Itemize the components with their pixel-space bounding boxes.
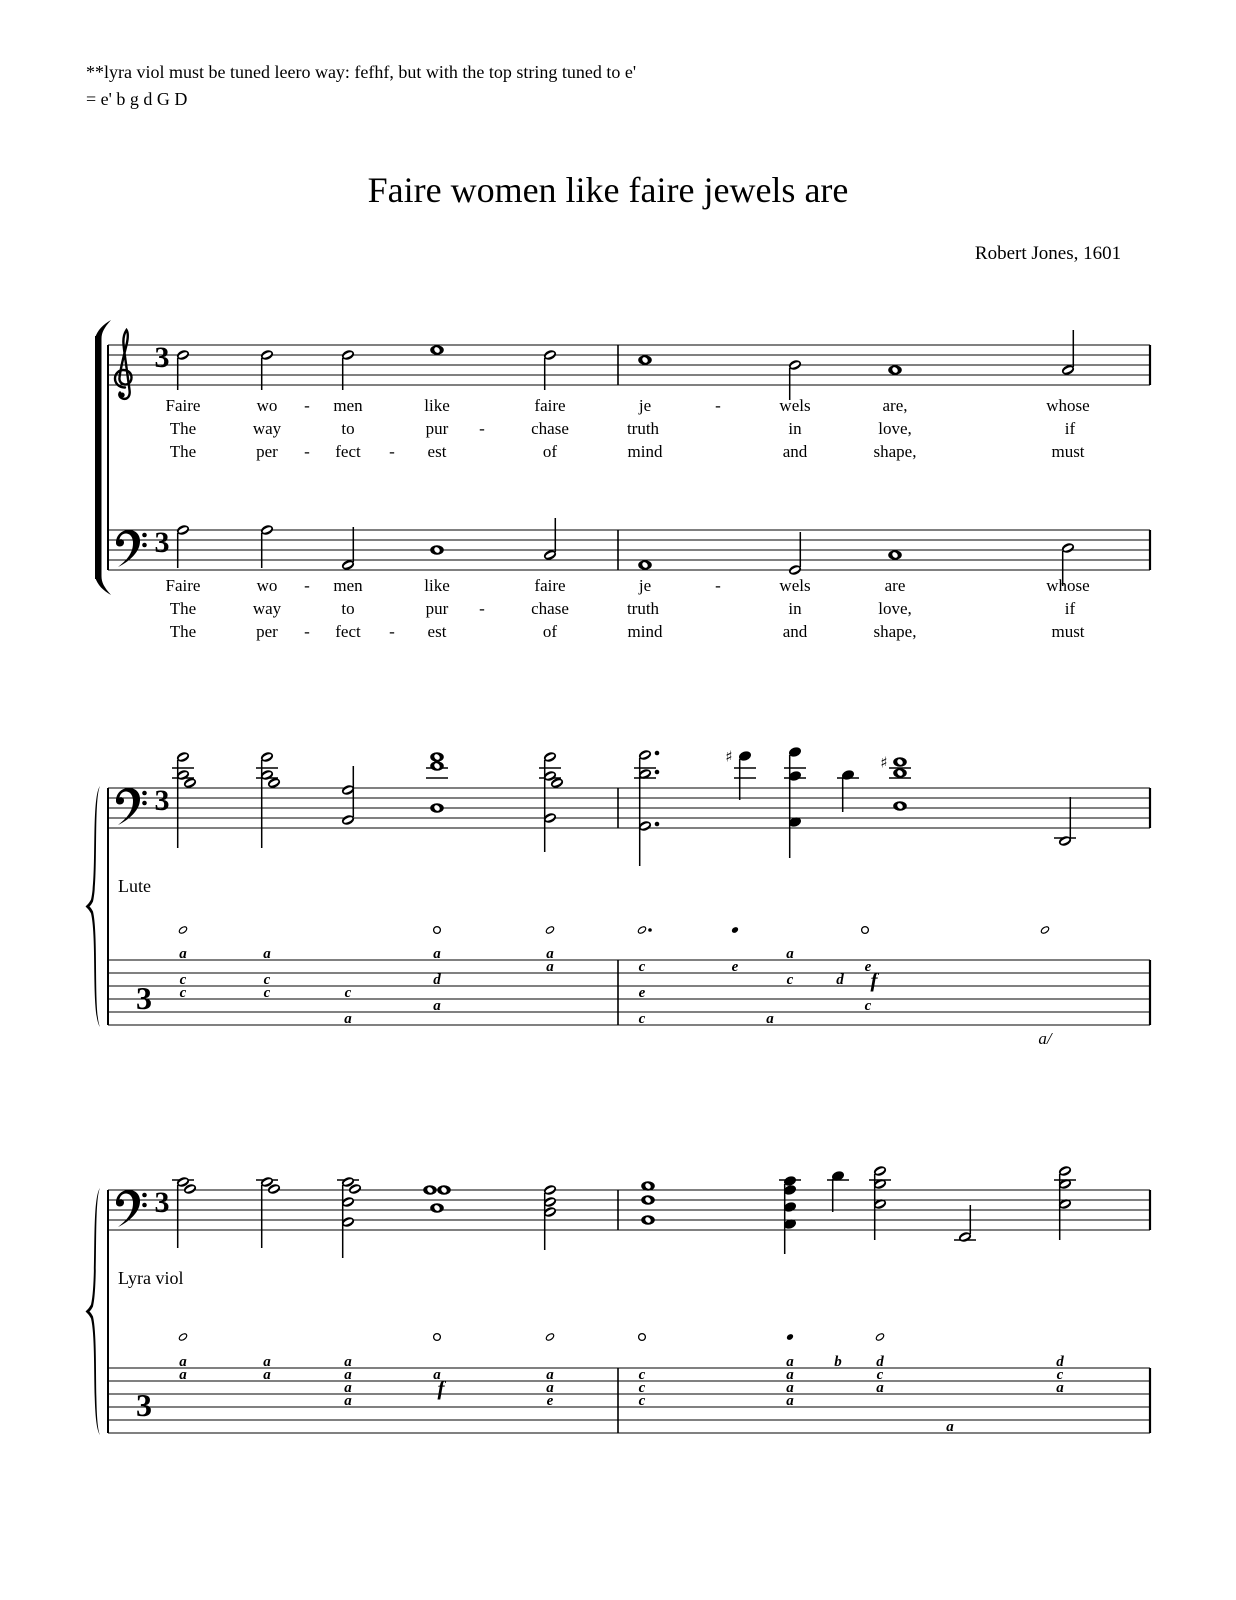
lyric-syllable: -: [479, 419, 485, 438]
bass-clef-dot-lower: [142, 1203, 147, 1208]
lyric-syllable: and: [782, 442, 808, 461]
lyric-syllable: men: [333, 576, 363, 595]
lyric-syllable: way: [252, 419, 282, 438]
tab-letter: c: [638, 1367, 646, 1383]
tab-letter: a: [344, 1011, 352, 1027]
note: [176, 349, 191, 390]
lute-staff-label: Lute: [118, 876, 151, 896]
staff-lute: [108, 788, 1150, 828]
sharp-accidental-icon: ♯: [725, 747, 733, 766]
tab-letter: a: [946, 1419, 954, 1435]
tab-letter: f: [437, 1376, 445, 1400]
staff-bassus: [108, 530, 1150, 570]
treble-clef-icon: [115, 330, 132, 399]
lyric-syllable: -: [715, 396, 721, 415]
time-signature-lute: 3: [154, 784, 170, 817]
lyric-syllable: mind: [627, 622, 663, 641]
tab-letter: a: [433, 998, 441, 1014]
note: [543, 349, 558, 390]
bass-clef-dot-lower: [142, 543, 147, 548]
note: [1054, 797, 1076, 847]
note: [256, 751, 281, 848]
lyric-syllable: The: [169, 442, 197, 461]
lyric-syllable: truth: [626, 419, 660, 438]
augmentation-dot: [655, 751, 660, 756]
tab-rhythm-lyra-viol: [178, 1332, 885, 1341]
note: [1054, 1165, 1076, 1240]
staff-lyra-viol: [108, 1190, 1150, 1230]
lyric-syllable: faire: [534, 396, 566, 415]
lyric-syllable: love,: [878, 599, 912, 618]
note: [337, 1176, 362, 1258]
note: [172, 751, 197, 848]
lyric-syllable: chase: [531, 599, 569, 618]
lyric-syllable: -: [304, 576, 310, 595]
tab-letter: c: [638, 1393, 646, 1409]
note: [638, 355, 652, 364]
tab-letter: a: [766, 1011, 774, 1027]
rhythm-half-icon: [545, 925, 555, 934]
lyric-syllable: je: [638, 576, 652, 595]
lyric-syllable: -: [715, 576, 721, 595]
note: [426, 752, 448, 812]
lyric-syllable: are,: [882, 396, 908, 415]
bass-clef-body: [116, 788, 140, 825]
bass-clef-body: [116, 1190, 140, 1227]
note: [341, 349, 356, 390]
notes-lute: [172, 746, 1076, 866]
staff-cantus: [108, 345, 1150, 385]
note: [827, 1170, 849, 1212]
lyric-syllable: -: [479, 599, 485, 618]
note: [430, 345, 444, 354]
bass-clef-dot-upper: [142, 533, 147, 538]
lyric-syllable: truth: [626, 599, 660, 618]
note: [638, 560, 652, 569]
note: [423, 1185, 451, 1212]
tab-letter: d: [433, 972, 441, 988]
bass-clef-icon: [116, 530, 147, 567]
treble-clef-stroke: [115, 330, 132, 399]
lyric-syllable: shape,: [873, 442, 917, 461]
lyric-syllable: wels: [779, 576, 811, 595]
tab-letter: a: [179, 1367, 187, 1383]
tab-letter: a: [786, 1380, 794, 1396]
rhythm-whole-icon: [639, 1334, 646, 1341]
lyric-syllable: fect: [335, 622, 361, 641]
lyric-syllable: Faire: [165, 576, 201, 595]
lyric-syllable: must: [1051, 442, 1085, 461]
note: [788, 532, 803, 576]
lyric-syllable: chase: [531, 419, 569, 438]
bracket-top-hook: [95, 320, 111, 339]
tab-letter: a: [786, 946, 794, 962]
lyric-syllable: men: [333, 396, 363, 415]
bass-clef-dot-lower: [142, 801, 147, 806]
tab-letter: c: [263, 972, 271, 988]
tab-letter: a: [546, 959, 554, 975]
lyric-syllable: of: [542, 442, 558, 461]
tab-letter: a: [786, 1367, 794, 1383]
note: [260, 349, 275, 390]
note: [539, 751, 564, 852]
time-signature-lyra-tab: 3: [136, 1387, 152, 1423]
tab-letter: f: [870, 968, 878, 992]
tab-letter: c: [344, 985, 352, 1001]
note: [341, 527, 356, 571]
bass-clef-icon: [116, 1190, 147, 1227]
composer-credit: Robert Jones, 1601: [974, 243, 1122, 264]
note: [1061, 330, 1076, 376]
bass-clef-icon: [116, 788, 147, 825]
note: [641, 1181, 655, 1224]
note: [430, 545, 444, 554]
note: [779, 1175, 801, 1254]
tab-letter: d: [1056, 1354, 1064, 1370]
lyric-syllable: est: [427, 442, 447, 461]
lyric-syllable: je: [638, 396, 652, 415]
lyric-syllable: faire: [534, 576, 566, 595]
lyric-syllable: pur: [425, 599, 449, 618]
note: [634, 749, 659, 866]
lyric-syllable: to: [341, 599, 355, 618]
lyric-syllable: to: [341, 419, 355, 438]
time-signature-cantus: 3: [154, 341, 170, 374]
lyric-syllable: -: [304, 396, 310, 415]
tab-letter: c: [179, 972, 187, 988]
tab-letter: e: [638, 985, 646, 1001]
lyric-syllable: The: [169, 419, 197, 438]
tab-letter: c: [638, 1380, 646, 1396]
tab-letter: c: [1056, 1367, 1064, 1383]
note: [788, 359, 803, 400]
tab-letter: a: [179, 946, 187, 962]
lyric-syllable: The: [169, 599, 197, 618]
tab-letter: c: [786, 972, 794, 988]
tab-letter: a: [546, 946, 554, 962]
tab-letter: c: [179, 985, 187, 1001]
bracket-bottom-hook: [95, 576, 111, 595]
time-signature-lyra: 3: [154, 1186, 170, 1219]
note: [260, 524, 275, 568]
bracket-bar: [95, 336, 102, 579]
page-title: Faire women like faire jewels are: [367, 170, 849, 210]
lyra-viol-staff-label: Lyra viol: [118, 1268, 184, 1288]
lyric-syllable: like: [424, 576, 450, 595]
time-signature-bassus: 3: [154, 526, 170, 559]
lyric-syllable: shape,: [873, 622, 917, 641]
lyric-syllable: -: [304, 442, 310, 461]
time-signature-lute-tab: 3: [136, 980, 152, 1016]
tab-letter: c: [638, 959, 646, 975]
tab-letter: e: [864, 959, 872, 975]
rhythm-quarter-icon: [731, 926, 740, 934]
note: [176, 524, 191, 568]
lyric-syllable: must: [1051, 622, 1085, 641]
tab-letter: a: [263, 1367, 271, 1383]
bass-clef-dot-upper: [142, 1193, 147, 1198]
tab-letter: a: [344, 1393, 352, 1409]
rhythm-half-icon: [637, 925, 647, 934]
lyric-syllable: like: [424, 396, 450, 415]
lyric-syllable: -: [304, 622, 310, 641]
note: [784, 746, 806, 858]
tuning-annotation-line2: = e' b g d G D: [86, 89, 188, 109]
bass-clef-body: [116, 530, 140, 567]
lyric-syllable: per: [256, 442, 278, 461]
note: [954, 1205, 976, 1243]
lyric-syllable: whose: [1046, 576, 1090, 595]
tab-letter: a: [786, 1354, 794, 1370]
rhythm-whole-icon: [434, 927, 441, 934]
tab-letter: a: [1056, 1380, 1064, 1396]
rhythm-half-icon: [178, 1332, 188, 1341]
note: [888, 365, 902, 374]
lyric-syllable: mind: [627, 442, 663, 461]
lyric-syllable: of: [542, 622, 558, 641]
lyric-syllable: whose: [1046, 396, 1090, 415]
lyric-syllable: The: [169, 622, 197, 641]
tab-letter: c: [263, 985, 271, 1001]
lyric-syllable: are: [884, 576, 906, 595]
tab-letter: e: [731, 959, 739, 975]
notes-bassus: [176, 518, 1076, 586]
rhythm-half-icon: [178, 925, 188, 934]
note: [725, 748, 756, 801]
tab-letter: a: [344, 1380, 352, 1396]
lyra-system-brace: [86, 1188, 101, 1435]
lyric-syllable: way: [252, 599, 282, 618]
lyric-syllable: -: [389, 622, 395, 641]
lyric-syllable: and: [782, 622, 808, 641]
tab-letter: d: [876, 1354, 884, 1370]
lyric-syllable: Faire: [165, 396, 201, 415]
note: [172, 1176, 197, 1248]
tab-letter: a: [876, 1380, 884, 1396]
notes-lyra-viol: [172, 1165, 1076, 1258]
tab-rhythm-lute: [178, 925, 1050, 934]
tab-letter: a: [179, 1354, 187, 1370]
rhythm-dot: [648, 928, 652, 932]
lyric-syllable: fect: [335, 442, 361, 461]
tab-letter: a: [433, 1367, 441, 1383]
note: [880, 754, 911, 811]
tab-letter: e: [546, 1393, 554, 1409]
tab-letter: a: [344, 1367, 352, 1383]
note: [256, 1176, 281, 1248]
augmentation-dot: [655, 770, 660, 775]
rhythm-whole-icon: [434, 1334, 441, 1341]
rhythm-whole-icon: [862, 927, 869, 934]
rhythm-half-icon: [875, 1332, 885, 1341]
lyric-syllable: love,: [878, 419, 912, 438]
rhythm-quarter-icon: [786, 1333, 795, 1341]
lyric-syllable: if: [1064, 599, 1076, 618]
tab-letter: a: [344, 1354, 352, 1370]
tab-letter: a: [546, 1380, 554, 1396]
tab-letter: d: [836, 972, 844, 988]
lyric-syllable: if: [1064, 419, 1076, 438]
lyric-syllable: pur: [425, 419, 449, 438]
note: [869, 1165, 891, 1240]
bass-clef-dot-upper: [142, 791, 147, 796]
lyric-syllable: wo: [256, 396, 278, 415]
treble-clef-dot: [120, 393, 125, 398]
tab-letter: a: [263, 946, 271, 962]
tuning-annotation-line1: **lyra viol must be tuned leero way: fefhf, but with the top string tuned to e': [86, 62, 637, 82]
tab-letter: a: [263, 1354, 271, 1370]
lyric-syllable: -: [389, 442, 395, 461]
tab-letter: a: [546, 1367, 554, 1383]
tab-letter: a: [786, 1393, 794, 1409]
note: [543, 1184, 558, 1250]
lyric-syllable: in: [788, 599, 802, 618]
sharp-accidental-icon: ♯: [880, 753, 888, 772]
note: [888, 550, 902, 559]
tab-letter: b: [834, 1354, 842, 1370]
rhythm-half-icon: [1040, 925, 1050, 934]
augmentation-dot: [655, 822, 660, 827]
lyric-syllable: wo: [256, 576, 278, 595]
lute-system-brace: [86, 786, 101, 1027]
lyric-syllable: est: [427, 622, 447, 641]
lyric-syllable: per: [256, 622, 278, 641]
lyric-syllable: in: [788, 419, 802, 438]
tab-letter: c: [864, 998, 872, 1014]
note: [341, 766, 356, 826]
tab-end-annotation: a/: [1038, 1029, 1052, 1048]
tab-letter: a: [433, 946, 441, 962]
tab-letter: c: [638, 1011, 646, 1027]
rhythm-half-icon: [545, 1332, 555, 1341]
note: [837, 769, 859, 812]
lyric-syllable: wels: [779, 396, 811, 415]
tab-letter: c: [876, 1367, 884, 1383]
